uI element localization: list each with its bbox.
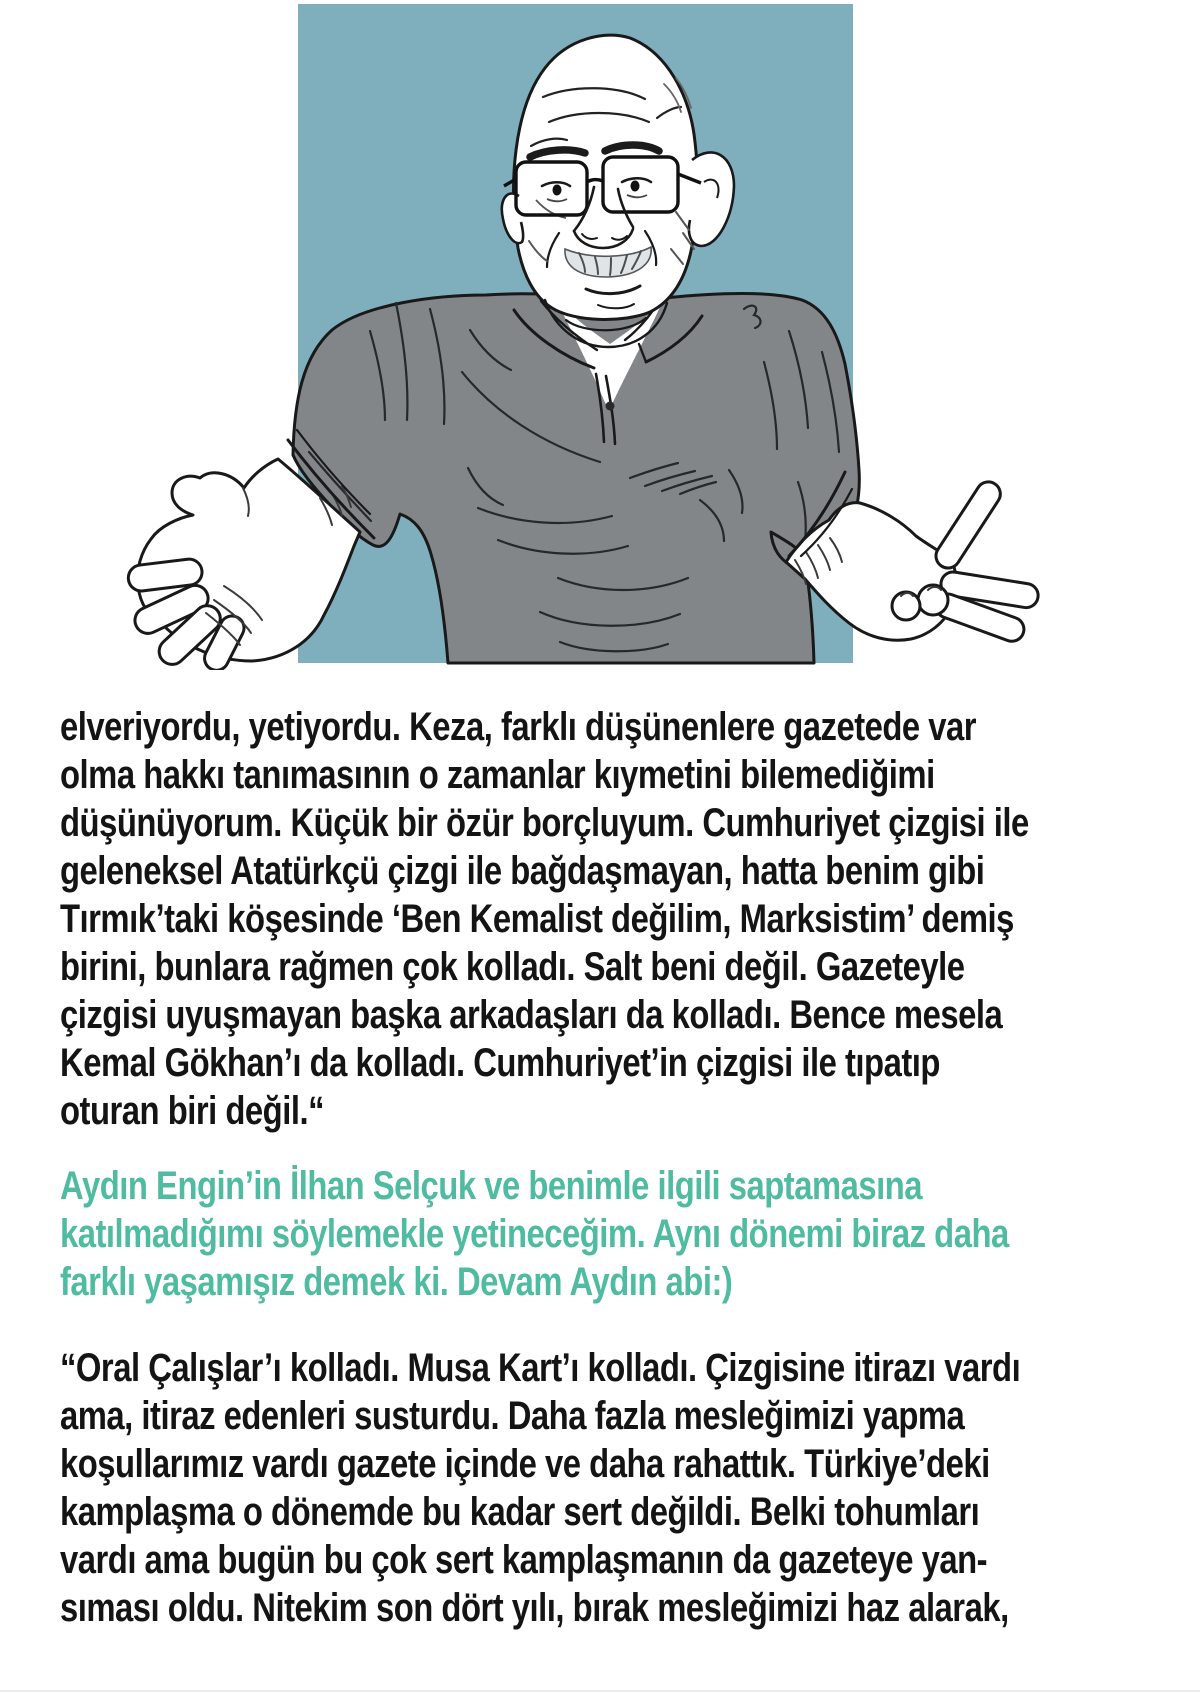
text-line: çizgisi uyuşmayan başka arkadaşları da kolladı. Bence mesela <box>60 993 1003 1037</box>
text-line: kamplaşma o dönemde bu kadar sert değildi. Belki tohumları <box>60 1490 980 1534</box>
text-line: Kemal Gökhan’ı da kolladı. Cumhuriyet’in çizgisi ile tıpatıp <box>60 1041 940 1085</box>
text-line: “Oral Çalışlar’ı kolladı. Musa Kart’ı kolladı. Çizgisine itirazı vardı <box>60 1346 1021 1390</box>
article-text <box>60 703 1200 1632</box>
text-line: düşünüyorum. Küçük bir özür borçluyum. Cumhuriyet çizgisi ile <box>60 801 1029 845</box>
shrugging-man-drawing <box>0 0 1200 670</box>
text-line: ama, itiraz edenleri susturdu. Daha fazla mesleğimizi yapma <box>60 1394 965 1438</box>
text-line: katılmadığımı söylemekle yetineceğim. Aynı dönemi biraz daha <box>60 1212 1009 1256</box>
paragraph-commentary <box>60 1162 1200 1306</box>
text-line: oturan biri değil.“ <box>60 1089 325 1133</box>
text-line: birini, bunlara rağmen çok kolladı. Salt beni değil. Gazeteyle <box>60 945 965 989</box>
text-line: sıması oldu. Nitekim son dört yılı, bırak mesleğimizi haz alarak, <box>60 1586 1009 1630</box>
text-line: Aydın Engin’in İlhan Selçuk ve benimle ilgili saptamasına <box>60 1164 923 1208</box>
text-line: koşullarımız vardı gazete içinde ve daha rahattık. Türkiye’deki <box>60 1442 990 1486</box>
bottom-divider <box>0 1690 1200 1692</box>
text-line: olma hakkı tanımasının o zamanlar kıymetini bilemediğimi <box>60 753 935 797</box>
paragraph-quote-2 <box>60 1344 1200 1632</box>
illustration-shrugging-man <box>0 0 1200 670</box>
text-line: Tırmık’taki köşesinde ‘Ben Kemalist değilim, Marksistim’ demiş <box>60 897 1014 941</box>
shirt-button <box>606 402 615 411</box>
paragraph-quote-1 <box>60 703 1200 1135</box>
text-line: geleneksel Atatürkçü çizgi ile bağdaşmayan, hatta benim gibi <box>60 849 985 893</box>
text-line: vardı ama bugün bu çok sert kamplaşmanın da gazeteye yan- <box>60 1538 988 1582</box>
text-line: elveriyordu, yetiyordu. Keza, farklı düşünenlere gazetede var <box>60 705 977 749</box>
text-line: farklı yaşamışız demek ki. Devam Aydın abi:) <box>60 1260 733 1304</box>
